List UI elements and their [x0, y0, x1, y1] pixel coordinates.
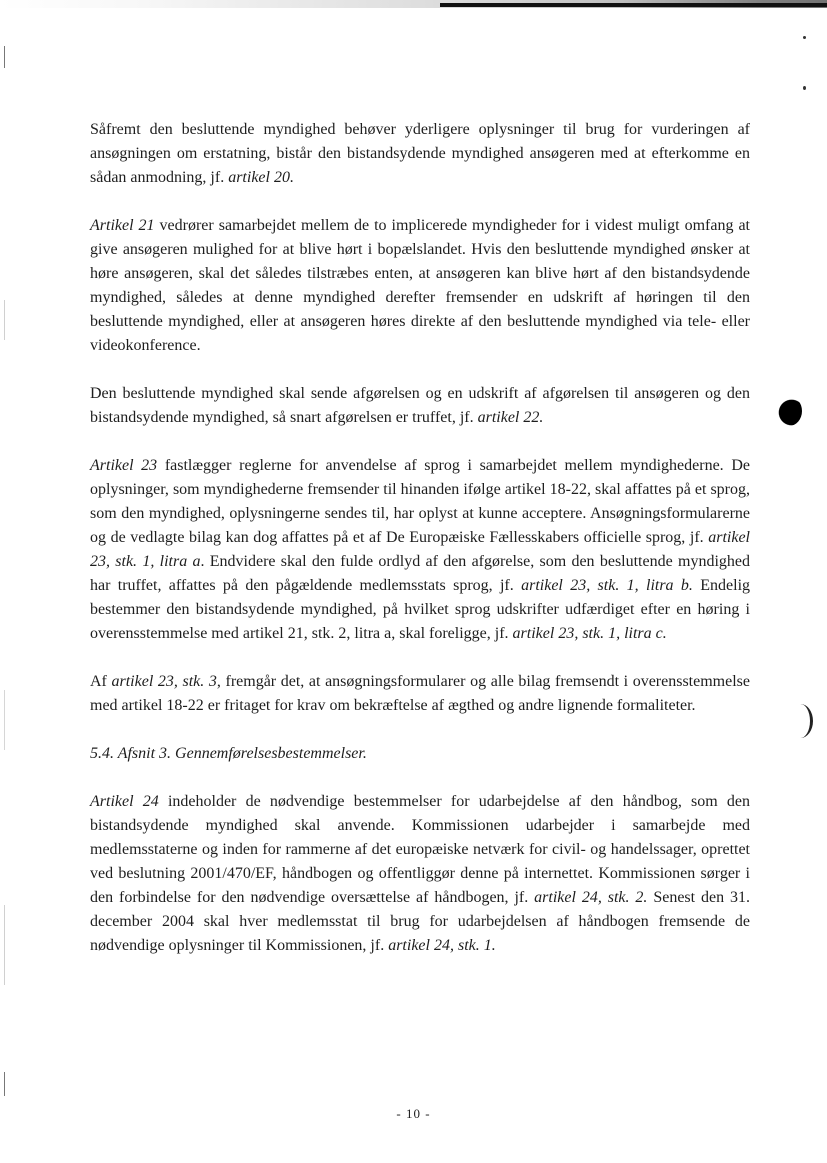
punch-hole-mark — [776, 396, 802, 426]
article-reference: artikel 23, stk. 1, litra b. — [521, 577, 693, 594]
article-reference: artikel 22. — [477, 409, 544, 426]
paragraph-text: Endelig bestemmer den bistandsydende myndighed, på hvilket sprog udskrifter udfærdiget efter en høring i overensstemmelse med artikel 21, stk. 2, litra a, skal foreligge, jf. — [90, 577, 751, 642]
paragraph — [90, 670, 750, 718]
scan-mark-left — [4, 300, 5, 340]
paragraph-text: . Endvidere skal den fulde ordlyd af den afgørelse, som den besluttende myndighed har truffet, affattes på den pågældende medlemsstats sprog, jf. — [90, 553, 750, 594]
paragraph — [90, 382, 750, 430]
paragraph — [90, 118, 750, 190]
article-reference: Artikel 21 — [90, 217, 155, 234]
page-number: - 10 - — [396, 1106, 431, 1121]
paragraph-text: Såfremt den besluttende myndighed behøver yderligere oplysninger til brug for vurderingen af ansøgningen om erstatning, bistår den bistandsydende myndighed ansøgeren med at efterkomme en sådan anmodning, jf. — [90, 121, 750, 186]
scan-edge-bar — [440, 3, 827, 7]
scan-speck — [803, 86, 806, 90]
paragraph — [90, 454, 750, 646]
paragraph-text: vedrører samarbejdet mellem de to implicerede myndigheder for i videst muligt omfang at give ansøgeren mulighed for at blive hørt i bopælslandet. Hvis den besluttende myndighed ønsker at høre ansøgeren, skal det således tilstræbes enten, at ansøgeren kan blive hørt af den bistandsydende myndighed, således at denne myndighed derefter fremsender en udskrift af høringen til den besluttende myndighed, eller at ansøgeren høres direkte af den besluttende myndighed via tele- eller videokonference. — [90, 217, 750, 354]
article-reference: artikel 23, stk. 1, litra a — [90, 529, 750, 570]
paragraph — [90, 214, 750, 358]
paragraph-text: , fremgår det, at ansøgningsformularer og alle bilag fremsendt i overensstemmelse med artikel 18-22 er fritaget for krav om bekræftelse af ægthed og andre lignende formaliteter. — [90, 673, 750, 714]
article-reference: Artikel 23 — [90, 457, 158, 474]
article-reference: Artikel 24 — [90, 793, 159, 810]
scan-mark-left — [4, 690, 5, 750]
paragraph-text: Senest den 31. december 2004 skal hver medlemsstat til brug for udarbejdelsen af håndbogen fremsende de nødvendige oplysninger til Kommissionen, jf. — [90, 889, 750, 954]
scan-speck — [803, 36, 806, 39]
scan-mark-left — [4, 46, 5, 68]
article-reference: artikel 23, stk. 1, litra c. — [512, 625, 667, 642]
paragraph-text: Af — [90, 673, 112, 690]
paragraph-text: fastlægger reglerne for anvendelse af sprog i samarbejdet mellem myndighederne. De oplysninger, som myndighederne fremsender til hinanden ifølge artikel 18-22, skal affattes på et sprog, som den myndighed, oplysningerne sendes til, har oplyst at kunne acceptere. Ansøgningsformularerne og de vedlagte bilag kan dog affattes på et af De Europæiske Fællesskabers officielle sprog, jf. — [90, 457, 750, 546]
paragraph-text: Den besluttende myndighed skal sende afgørelsen og en udskrift af afgørelsen til ansøgeren og den bistandsydende myndighed, så snart afgørelsen er truffet, jf. — [90, 385, 750, 426]
punch-hole-mark — [788, 704, 813, 738]
section-heading — [90, 742, 750, 766]
scan-mark-left — [4, 1072, 5, 1096]
document-body — [90, 118, 750, 958]
article-reference: artikel 24, stk. 1. — [388, 937, 496, 954]
article-reference: artikel 20. — [228, 169, 294, 186]
article-reference: artikel 24, stk. 2. — [534, 889, 648, 906]
scan-mark-left — [4, 905, 5, 985]
paragraph — [90, 790, 750, 958]
article-reference: 5.4. Afsnit 3. Gennemførelsesbestemmelser. — [90, 745, 367, 762]
paragraph-text: indeholder de nødvendige bestemmelser for udarbejdelse af den håndbog, som den bistandsydende myndighed skal anvende. Kommissionen udarbejder i samarbejde med medlemsstaterne og inden for rammerne af det europæiske netværk for civil- og handelssager, oprettet ved beslutning 2001/470/EF, håndbogen og offentliggør denne på internettet. Kommissionen sørger i den forbindelse for den nødvendige oversættelse af håndbogen, jf. — [90, 793, 750, 906]
article-reference: artikel 23, stk. 3 — [111, 673, 217, 690]
